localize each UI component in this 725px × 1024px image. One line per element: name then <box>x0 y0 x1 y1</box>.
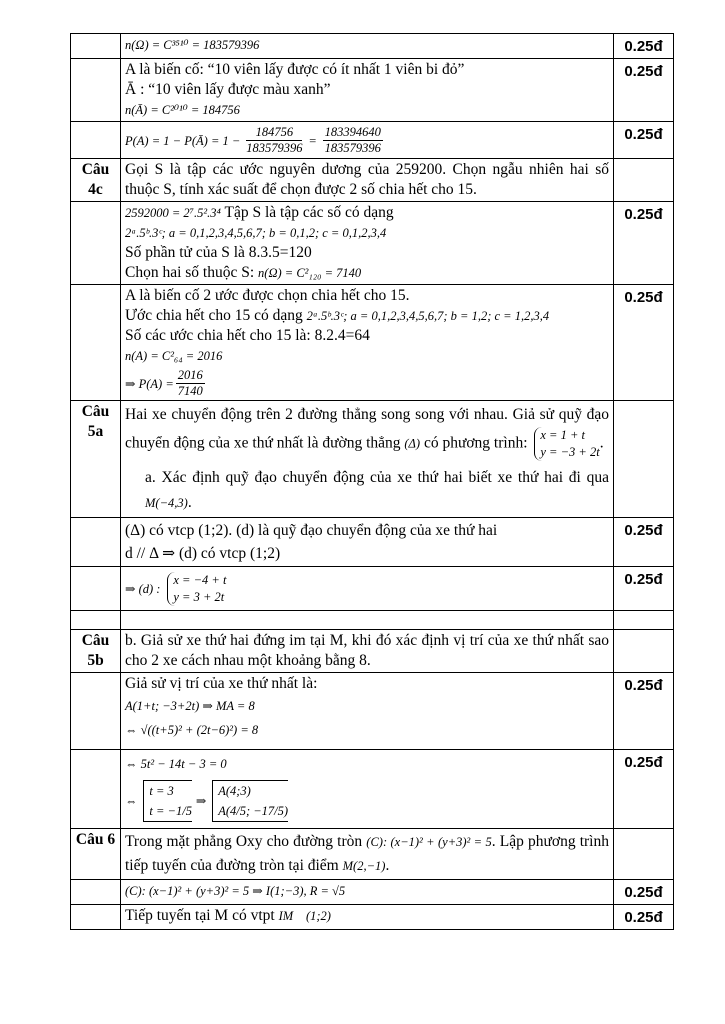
score-cell: 0.25đ <box>614 750 674 829</box>
table-row <box>71 59 674 122</box>
text: . Lập phương trình tiếp tuyến của đường tròn tại điểm <box>125 833 609 874</box>
score-cell: 0.25đ <box>614 673 674 750</box>
table-row <box>71 202 674 285</box>
table-row <box>71 34 674 59</box>
formula-text: IM⃗ (1;2) <box>278 909 331 923</box>
answer-cell <box>121 567 614 611</box>
table-row <box>71 159 674 202</box>
formula-text: (C): (x−1)² + (y+3)² = 5 <box>366 835 492 849</box>
formula-text: ⇒ <box>195 794 207 808</box>
text: a. Xác định quỹ đạo chuyển động của xe thứ hai biết xe thứ hai đi qua <box>145 469 609 486</box>
formula-line: ⇔ √((t+5)² + (2t−6)²) = 8 <box>125 723 259 737</box>
question-cell <box>71 518 121 567</box>
numerator: 184756 <box>246 125 302 141</box>
table-row <box>71 122 674 159</box>
formula-line: n(Ā) = C²⁰¹⁰ = 184756 <box>125 103 240 117</box>
text: Tiếp tuyến tại M có vtpt <box>125 907 275 924</box>
answer-cell <box>121 673 614 750</box>
score-cell: 0.25đ <box>614 285 674 401</box>
answer-cell <box>121 905 614 930</box>
formula-text: P(A) = 1 − P(Ā) = 1 − <box>125 133 241 148</box>
question-cell <box>71 34 121 59</box>
formula-text: ⇒ P(A) = <box>125 376 174 391</box>
equation-system <box>534 427 599 461</box>
text: . <box>385 857 390 874</box>
question-cell: Câu 6 <box>71 829 121 880</box>
text-line: d // Δ ⇒ (d) có vtcp (1;2) <box>125 545 281 562</box>
question-text-cell <box>121 829 614 880</box>
answer-cell <box>121 750 614 829</box>
text: . <box>599 434 604 452</box>
text: Ước chia hết cho 15 có dạng <box>125 307 303 324</box>
empty-cell <box>614 611 674 630</box>
answer-table <box>70 33 674 930</box>
formula-line: ⇔ 5t² − 14t − 3 = 0 <box>125 757 227 771</box>
formula-text: 2592000 = 2⁷.5².3⁴ <box>125 206 221 220</box>
table-row <box>71 750 674 829</box>
table-row <box>71 905 674 930</box>
solution: A(4/5; −17/5) <box>218 804 289 818</box>
answer-cell <box>121 122 614 159</box>
question-cell <box>71 59 121 122</box>
score-cell: 0.25đ <box>614 202 674 285</box>
question-cell <box>71 905 121 930</box>
formula-line: 2ᵃ.5ᵇ.3ᶜ; a = 0,1,2,3,4,5,6,7; b = 0,1,2; c = 0,1,2,3,4 <box>125 226 387 240</box>
equation: y = 3 + 2t <box>173 590 225 604</box>
score-cell <box>614 159 674 202</box>
table-row <box>71 401 674 518</box>
empty-cell <box>71 611 121 630</box>
equation-system <box>167 572 226 606</box>
table-row <box>71 518 674 567</box>
answer-cell <box>121 59 614 122</box>
score-cell <box>614 630 674 673</box>
formula-line: A(1+t; −3+2t) ⇒ MA = 8 <box>125 699 255 713</box>
score-cell: 0.25đ <box>614 905 674 930</box>
question-cell <box>71 122 121 159</box>
text-line: Số các ước chia hết cho 15 là: 8.2.4=64 <box>125 327 370 344</box>
text-line: A là biến cố: “10 viên lấy được có ít nhất 1 viên bi đỏ” <box>125 61 465 78</box>
formula-text: M(2,−1) <box>342 859 386 873</box>
question-cell <box>71 567 121 611</box>
question-cell <box>71 202 121 285</box>
formula-text: ⇔ <box>125 794 138 808</box>
table-row <box>71 567 674 611</box>
fraction <box>323 125 383 156</box>
text: Trong mặt phẳng Oxy cho đường tròn <box>125 833 363 850</box>
score-cell: 0.25đ <box>614 880 674 905</box>
formula-line: (C): (x−1)² + (y+3)² = 5 ⇒ I(1;−3), R = √5 <box>125 884 346 898</box>
question-text-cell: b. Giả sử xe thứ hai đứng im tại M, khi đó xác định vị trí của xe thứ nhất sao cho 2 xe cách nhau một khoảng bằng 8. <box>121 630 614 673</box>
formula-line: n(Ω) = C³⁵¹⁰ = 183579396 <box>125 38 260 52</box>
score-cell: 0.25đ <box>614 34 674 59</box>
table-row <box>71 673 674 750</box>
table-row <box>71 630 674 673</box>
numerator: 183394640 <box>324 125 381 139</box>
solution: t = 3 <box>149 784 174 798</box>
score-cell: 0.25đ <box>614 122 674 159</box>
table-row <box>71 285 674 401</box>
text-line: (Δ) có vtcp (1;2). (d) là quỹ đạo chuyển động của xe thứ hai <box>125 522 498 539</box>
formula-line: n(A) = C²₆₄ = 2016 <box>125 349 223 363</box>
text: Chọn hai số thuộc S: <box>125 264 255 281</box>
fraction <box>176 368 205 399</box>
formula-text: ⇒ (d) : <box>125 582 161 596</box>
score-cell <box>614 829 674 880</box>
empty-cell <box>121 611 614 630</box>
table-row <box>71 829 674 880</box>
text: Hai xe chuyển động trên 2 đường thẳng song song với nhau. Giả sử quỹ đạo chuyển động của xe thứ nhất là đường thẳng <box>125 406 609 452</box>
equation: y = −3 + 2t <box>540 445 600 459</box>
text-line: A là biến cố 2 ước được chọn chia hết cho 15. <box>125 287 410 304</box>
question-cell <box>71 750 121 829</box>
equation: x = 1 + t <box>540 428 586 442</box>
question-cell <box>71 285 121 401</box>
score-cell: 0.25đ <box>614 59 674 122</box>
score-cell <box>614 401 674 518</box>
question-cell <box>71 673 121 750</box>
question-text-cell <box>121 401 614 518</box>
solution-set <box>143 780 192 822</box>
score-cell: 0.25đ <box>614 567 674 611</box>
solution-set <box>212 780 288 822</box>
answer-cell <box>121 202 614 285</box>
question-cell <box>71 880 121 905</box>
question-cell: Câu 5b <box>71 630 121 673</box>
score-cell: 0.25đ <box>614 518 674 567</box>
denominator: 183579396 <box>246 141 303 155</box>
question-cell: Câu 5a <box>71 401 121 518</box>
numerator: 2016 <box>177 368 203 382</box>
text: . <box>187 494 192 511</box>
text: có phương trình: <box>423 434 528 452</box>
formula-text: n(Ω) = C²₁₂₀ = 7140 <box>258 266 362 280</box>
denominator: 183579396 <box>324 141 381 155</box>
equation: x = −4 + t <box>173 573 227 587</box>
fraction <box>246 125 302 156</box>
formula-text: M(−4,3) <box>145 496 188 510</box>
question-text-cell: Gọi S là tập các ước nguyên dương của 259200. Chọn ngẫu nhiên hai số thuộc S, tính xác suất để chọn được 2 số chia hết cho 15. <box>121 159 614 202</box>
answer-cell <box>121 518 614 567</box>
answer-cell <box>121 880 614 905</box>
text: Tập S là tập các số có dạng <box>224 204 394 221</box>
question-cell: Câu 4c <box>71 159 121 202</box>
text-line: Giả sử vị trí của xe thứ nhất là: <box>125 675 318 692</box>
formula-text: 2ᵃ.5ᵇ.3ᶜ; a = 0,1,2,3,4,5,6,7; b = 1,2; c = 1,2,3,4 <box>306 309 550 323</box>
answer-cell <box>121 34 614 59</box>
text-line: Ā : “10 viên lấy được màu xanh” <box>125 81 331 98</box>
formula-text: (Δ) <box>404 436 421 451</box>
table-row <box>71 880 674 905</box>
empty-row <box>71 611 674 630</box>
solution: A(4;3) <box>218 784 251 798</box>
answer-cell <box>121 285 614 401</box>
text-line: Số phần tử của S là 8.3.5=120 <box>125 244 312 261</box>
equals-sign: = <box>308 133 317 148</box>
solution: t = −1/5 <box>149 804 192 818</box>
denominator: 7140 <box>177 384 203 398</box>
